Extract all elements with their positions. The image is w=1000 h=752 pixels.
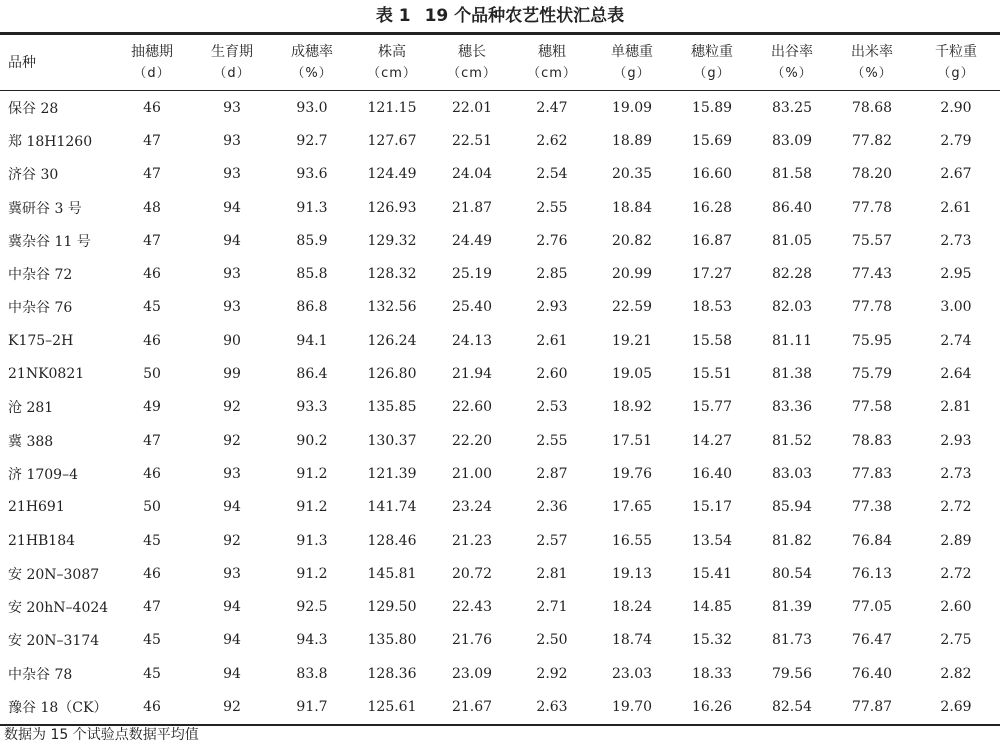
variety-name-cell: 冀研谷 3 号 <box>8 200 82 217</box>
table-cell: 94 <box>223 499 241 516</box>
table-cell: 47 <box>143 132 161 149</box>
table-cell: 22.01 <box>451 99 493 116</box>
table-cell: 24.49 <box>451 232 493 249</box>
table-cell: 47 <box>143 599 161 616</box>
column-header <box>432 35 512 91</box>
table-cell: 18.92 <box>611 399 653 416</box>
table-cell: 19.21 <box>611 332 653 349</box>
column-header <box>352 35 432 91</box>
table-cell: 20.72 <box>451 565 493 582</box>
table-cell: 16.55 <box>611 532 653 549</box>
column-header-unit: （%） <box>771 65 813 81</box>
table-cell: 2.74 <box>940 332 972 349</box>
variety-name-cell: 济 1709–4 <box>8 466 78 483</box>
table-row <box>0 291 1000 324</box>
table-cell: 18.53 <box>691 299 733 316</box>
table-cell: 16.26 <box>672 690 752 724</box>
table-cell: 2.93 <box>940 432 972 449</box>
column-header-name: 千粒重 <box>935 43 977 60</box>
table-cell: 121.15 <box>367 99 417 116</box>
table-cell: 75.95 <box>851 332 893 349</box>
table-cell: 15.77 <box>691 399 733 416</box>
table-cell: 91.2 <box>296 565 328 582</box>
variety-name-cell: 21NK0821 <box>8 366 85 383</box>
table-cell: 92.5 <box>296 599 328 616</box>
column-header-name: 单穗重 <box>611 43 653 60</box>
column-header <box>272 35 352 91</box>
variety-name-cell: 保谷 28 <box>8 100 59 117</box>
table-cell: 47 <box>143 432 161 449</box>
table-cell: 81.39 <box>771 599 813 616</box>
table-cell: 16.87 <box>691 232 733 249</box>
table-cell: 77.43 <box>851 266 893 283</box>
table-row <box>0 457 1000 490</box>
table-cell: 19.13 <box>611 565 653 582</box>
table-cell: 2.92 <box>536 665 568 682</box>
table-row <box>0 557 1000 590</box>
column-header-unit: （cm） <box>367 65 417 81</box>
table-cell: 2.95 <box>940 266 972 283</box>
table-cell: 93.3 <box>296 399 328 416</box>
table-cell: 99 <box>223 366 241 383</box>
table-cell: 2.90 <box>940 99 972 116</box>
table-cell: 86.4 <box>296 366 328 383</box>
table-cell: 21.76 <box>451 632 493 649</box>
variety-name-cell: 沧 281 <box>8 400 54 417</box>
column-header <box>912 35 1000 91</box>
table-row <box>0 357 1000 390</box>
table-row <box>0 690 1000 724</box>
column-header-unit: （%） <box>851 65 893 81</box>
column-header-unit: （d） <box>213 65 251 81</box>
table-cell: 126.93 <box>367 199 417 216</box>
table-cell: 77.82 <box>851 132 893 149</box>
table-cell: 46 <box>143 332 161 349</box>
table-cell: 2.93 <box>536 299 568 316</box>
table-cell: 86.40 <box>771 199 813 216</box>
table-row <box>0 191 1000 224</box>
table-cell: 50 <box>143 499 161 516</box>
table-cell: 18.89 <box>611 132 653 149</box>
table-cell: 91.3 <box>296 199 328 216</box>
footnote: 数据为 15 个试验点数据平均值 <box>4 727 199 743</box>
table-cell: 82.03 <box>771 299 813 316</box>
table-cell: 18.33 <box>691 665 733 682</box>
table-cell: 21.87 <box>451 199 493 216</box>
variety-name-cell: 冀 388 <box>8 433 54 450</box>
table-cell: 75.57 <box>851 232 893 249</box>
table-cell: 94 <box>223 199 241 216</box>
column-header <box>752 35 832 91</box>
table-cell: 47 <box>143 232 161 249</box>
table-cell: 77.58 <box>851 399 893 416</box>
table-cell: 128.36 <box>367 665 417 682</box>
column-header-unit: （g） <box>613 65 651 81</box>
table-cell: 19.70 <box>592 690 672 724</box>
table-cell: 2.79 <box>940 132 972 149</box>
table-row <box>0 158 1000 191</box>
variety-name-cell: 安 20N–3087 <box>8 566 100 583</box>
table-cell: 85.9 <box>296 232 328 249</box>
table-cell: 78.20 <box>851 166 893 183</box>
table-cell: 21.23 <box>451 532 493 549</box>
table-cell: 2.64 <box>940 366 972 383</box>
table-cell: 2.67 <box>940 166 972 183</box>
table-cell: 50 <box>143 366 161 383</box>
table-cell: 129.50 <box>367 599 417 616</box>
table-cell: 92.7 <box>296 132 328 149</box>
table-cell: 19.05 <box>611 366 653 383</box>
table-cell: 2.63 <box>512 690 592 724</box>
table-cell: 94 <box>223 599 241 616</box>
column-header-unit: （cm） <box>527 65 577 81</box>
table-cell: 25.19 <box>451 266 493 283</box>
table-cell: 49 <box>143 399 161 416</box>
table-cell: 2.62 <box>536 132 568 149</box>
table-cell: 2.87 <box>536 465 568 482</box>
table-cell: 15.69 <box>691 132 733 149</box>
column-header <box>112 35 192 91</box>
column-header-name: 成穗率 <box>291 43 333 60</box>
table-cell: 13.54 <box>691 532 733 549</box>
table-row <box>0 324 1000 357</box>
table-row <box>0 391 1000 424</box>
table-cell: 2.81 <box>940 399 972 416</box>
variety-name-cell: 安 20N–3174 <box>8 633 100 650</box>
table-cell: 83.09 <box>771 132 813 149</box>
column-header-name: 抽穗期 <box>131 43 173 60</box>
table-cell: 15.89 <box>691 99 733 116</box>
table-cell: 2.82 <box>940 665 972 682</box>
table-cell: 20.82 <box>611 232 653 249</box>
table-row <box>0 491 1000 524</box>
table-number: 表 1 <box>375 6 411 26</box>
table-cell: 121.39 <box>367 465 417 482</box>
table-cell: 21.00 <box>451 465 493 482</box>
column-header-name: 品种 <box>8 54 36 71</box>
table-row <box>0 524 1000 557</box>
column-header-unit: （cm） <box>447 65 497 81</box>
table-cell: 2.61 <box>536 332 568 349</box>
variety-name-cell: 济谷 30 <box>8 167 59 184</box>
column-header-unit: （%） <box>291 65 333 81</box>
variety-name-cell: 中杂谷 72 <box>8 267 73 284</box>
table-cell: 81.52 <box>771 432 813 449</box>
table-cell: 83.36 <box>771 399 813 416</box>
table-cell: 93 <box>223 266 241 283</box>
table-cell: 80.54 <box>771 565 813 582</box>
table-cell: 2.36 <box>536 499 568 516</box>
column-header-name: 穗粗 <box>538 43 566 60</box>
table-cell: 47 <box>143 166 161 183</box>
table-cell: 129.32 <box>367 232 417 249</box>
table-cell: 128.46 <box>367 532 417 549</box>
variety-name-cell: 冀杂谷 11 号 <box>8 233 91 250</box>
table-cell: 78.68 <box>851 99 893 116</box>
table-cell: 93.6 <box>296 166 328 183</box>
variety-name-cell: K175–2H <box>8 332 74 349</box>
table-cell: 77.78 <box>851 299 893 316</box>
table-cell: 18.24 <box>611 599 653 616</box>
table-cell: 81.05 <box>771 232 813 249</box>
table-cell: 2.71 <box>536 599 568 616</box>
column-header-unit: （g） <box>937 65 975 81</box>
table-cell: 93 <box>223 166 241 183</box>
table-cell: 14.27 <box>691 432 733 449</box>
table-body <box>0 91 1000 725</box>
table-cell: 2.81 <box>536 565 568 582</box>
table-cell: 91.2 <box>296 465 328 482</box>
table-row <box>0 91 1000 125</box>
table-row <box>0 424 1000 457</box>
table-cell: 21.67 <box>432 690 512 724</box>
table-cell: 135.85 <box>367 399 417 416</box>
column-header <box>832 35 912 91</box>
table-cell: 2.72 <box>940 565 972 582</box>
table-cell: 2.73 <box>940 232 972 249</box>
table-cell: 81.38 <box>771 366 813 383</box>
table-cell: 48 <box>143 199 161 216</box>
table-cell: 22.59 <box>611 299 653 316</box>
table-cell: 94 <box>223 665 241 682</box>
table-cell: 45 <box>143 665 161 682</box>
table-row <box>0 657 1000 690</box>
table-cell: 2.55 <box>536 432 568 449</box>
table-cell: 82.54 <box>752 690 832 724</box>
column-header-name: 穗长 <box>458 43 486 60</box>
table-cell: 2.60 <box>940 599 972 616</box>
traits-table <box>0 32 1000 726</box>
table-cell: 2.72 <box>940 499 972 516</box>
table-cell: 94.1 <box>296 332 328 349</box>
table-cell: 17.65 <box>611 499 653 516</box>
table-cell: 2.73 <box>940 465 972 482</box>
table-cell: 79.56 <box>771 665 813 682</box>
table-cell: 15.17 <box>691 499 733 516</box>
table-cell: 14.85 <box>691 599 733 616</box>
table-cell: 18.74 <box>611 632 653 649</box>
column-header <box>592 35 672 91</box>
table-cell: 17.27 <box>691 266 733 283</box>
table-cell: 83.8 <box>296 665 328 682</box>
column-header <box>192 35 272 91</box>
table-cell: 2.57 <box>536 532 568 549</box>
table-caption: 19 个品种农艺性状汇总表 <box>424 6 625 26</box>
table-cell: 93 <box>223 565 241 582</box>
column-header <box>672 35 752 91</box>
table-cell: 77.38 <box>851 499 893 516</box>
variety-name-cell: 郑 18H1260 <box>8 133 93 150</box>
table-cell: 19.09 <box>611 99 653 116</box>
table-row <box>0 224 1000 257</box>
table-cell: 17.51 <box>611 432 653 449</box>
table-cell: 3.00 <box>940 299 972 316</box>
table-cell: 16.28 <box>691 199 733 216</box>
table-cell: 45 <box>143 532 161 549</box>
table-cell: 2.54 <box>536 166 568 183</box>
table-cell: 15.32 <box>691 632 733 649</box>
table-cell: 75.79 <box>851 366 893 383</box>
table-cell: 2.89 <box>940 532 972 549</box>
table-cell: 2.75 <box>940 632 972 649</box>
table-row <box>0 624 1000 657</box>
table-cell: 128.32 <box>367 266 417 283</box>
table-cell: 2.76 <box>536 232 568 249</box>
table-cell: 126.24 <box>367 332 417 349</box>
table-cell: 23.03 <box>611 665 653 682</box>
column-header-name: 出谷率 <box>771 43 813 60</box>
table-cell: 124.49 <box>367 166 417 183</box>
table-cell: 76.47 <box>851 632 893 649</box>
table-cell: 81.73 <box>771 632 813 649</box>
table-cell: 90 <box>223 332 241 349</box>
table-cell: 19.76 <box>611 465 653 482</box>
table-cell: 46 <box>112 690 192 724</box>
table-cell: 76.84 <box>851 532 893 549</box>
table-cell: 24.04 <box>451 166 493 183</box>
table-cell: 15.51 <box>691 366 733 383</box>
table-cell: 132.56 <box>367 299 417 316</box>
table-cell: 130.37 <box>367 432 417 449</box>
table-cell: 77.78 <box>851 199 893 216</box>
table-cell: 2.60 <box>536 366 568 383</box>
table-cell: 15.58 <box>691 332 733 349</box>
column-header-unit: （g） <box>693 65 731 81</box>
table-cell: 2.47 <box>536 99 568 116</box>
table-cell: 46 <box>143 465 161 482</box>
table-cell: 93.0 <box>296 99 328 116</box>
table-title <box>0 4 1000 28</box>
table-cell: 83.25 <box>771 99 813 116</box>
table-cell: 2.61 <box>940 199 972 216</box>
column-header-unit: （d） <box>133 65 171 81</box>
table-cell: 2.69 <box>912 690 1000 724</box>
table-cell: 91.2 <box>296 499 328 516</box>
variety-name-cell: 安 20hN–4024 <box>8 600 109 617</box>
variety-name-cell: 中杂谷 76 <box>8 300 73 317</box>
table-cell: 2.55 <box>536 199 568 216</box>
table-cell: 81.82 <box>771 532 813 549</box>
variety-name-cell: 21H691 <box>8 499 65 516</box>
table-cell: 125.61 <box>352 690 432 724</box>
table-cell: 21.94 <box>451 366 493 383</box>
table-cell: 81.58 <box>771 166 813 183</box>
table-cell: 82.28 <box>771 266 813 283</box>
table-cell: 91.3 <box>296 532 328 549</box>
table-cell: 77.83 <box>851 465 893 482</box>
table-cell: 22.43 <box>451 599 493 616</box>
column-header <box>0 35 112 91</box>
table-cell: 91.7 <box>272 690 352 724</box>
table-cell: 127.67 <box>367 132 417 149</box>
table-cell: 45 <box>143 299 161 316</box>
table-cell: 22.20 <box>451 432 493 449</box>
column-header <box>512 35 592 91</box>
table-row <box>0 257 1000 290</box>
table-cell: 22.51 <box>451 132 493 149</box>
table-cell: 94.3 <box>296 632 328 649</box>
table-cell: 145.81 <box>367 565 417 582</box>
table-cell: 77.87 <box>832 690 912 724</box>
table-cell: 23.24 <box>451 499 493 516</box>
table-cell: 92 <box>192 690 272 724</box>
header-row <box>0 35 1000 91</box>
table-cell: 135.80 <box>367 632 417 649</box>
table-cell: 15.41 <box>691 565 733 582</box>
table-cell: 81.11 <box>771 332 813 349</box>
column-header-name: 出米率 <box>851 43 893 60</box>
table-cell: 92 <box>223 532 241 549</box>
table-cell: 20.35 <box>611 166 653 183</box>
table-cell: 94 <box>223 232 241 249</box>
table-cell: 2.50 <box>536 632 568 649</box>
table-cell: 16.60 <box>691 166 733 183</box>
table-cell: 76.40 <box>851 665 893 682</box>
table-cell: 92 <box>223 399 241 416</box>
table-cell: 126.80 <box>367 366 417 383</box>
variety-name-cell: 豫谷 18（CK） <box>0 690 112 724</box>
table-cell: 22.60 <box>451 399 493 416</box>
table-cell: 24.13 <box>451 332 493 349</box>
table-cell: 90.2 <box>296 432 328 449</box>
table-cell: 78.83 <box>851 432 893 449</box>
table-cell: 77.05 <box>851 599 893 616</box>
column-header-name: 穗粒重 <box>691 43 733 60</box>
table-cell: 18.84 <box>611 199 653 216</box>
variety-name-cell: 21HB184 <box>8 532 76 549</box>
table-cell: 45 <box>143 632 161 649</box>
table-cell: 92 <box>223 432 241 449</box>
table-cell: 20.99 <box>611 266 653 283</box>
variety-name-cell: 中杂谷 78 <box>8 666 73 683</box>
table-cell: 16.40 <box>691 465 733 482</box>
table-cell: 141.74 <box>367 499 417 516</box>
table-cell: 85.94 <box>771 499 813 516</box>
table-cell: 46 <box>143 99 161 116</box>
table-row <box>0 124 1000 157</box>
table-cell: 93 <box>223 299 241 316</box>
table-cell: 94 <box>223 632 241 649</box>
table-cell: 2.53 <box>536 399 568 416</box>
table-cell: 46 <box>143 565 161 582</box>
table-cell: 93 <box>223 132 241 149</box>
table-cell: 93 <box>223 99 241 116</box>
table-row <box>0 590 1000 623</box>
table-cell: 86.8 <box>296 299 328 316</box>
table-cell: 83.03 <box>771 465 813 482</box>
table-cell: 46 <box>143 266 161 283</box>
table-cell: 23.09 <box>451 665 493 682</box>
table-cell: 25.40 <box>451 299 493 316</box>
column-header-name: 生育期 <box>211 43 253 60</box>
table-cell: 85.8 <box>296 266 328 283</box>
table-cell: 2.85 <box>536 266 568 283</box>
table-cell: 93 <box>223 465 241 482</box>
column-header-name: 株高 <box>378 43 406 60</box>
table-cell: 76.13 <box>851 565 893 582</box>
